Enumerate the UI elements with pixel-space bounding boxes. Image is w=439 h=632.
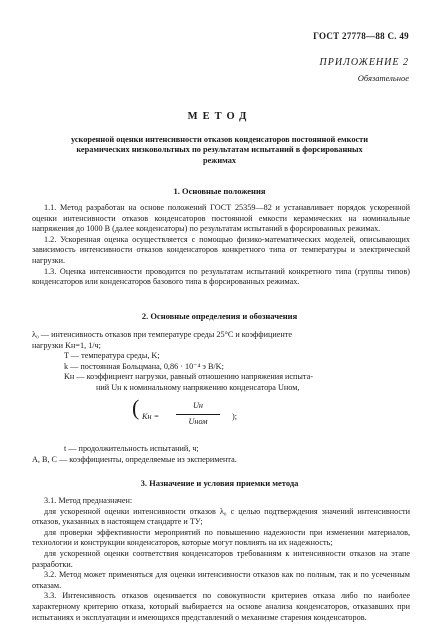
formula-denominator: Uном <box>188 416 208 426</box>
definitions-list-2 <box>32 444 410 465</box>
appendix-status: Обязательное <box>357 73 409 83</box>
appendix-label: ПРИЛОЖЕНИЕ 2 <box>319 57 409 68</box>
paragraph-1-1: 1.1. Метод разработан на основе положений ГОСТ 25359—82 и устанавливает порядок ускоренной оценки интенсивности отказов конденсаторов постоянной емкости керамических на номинальные напряжения до 1000 В (далее конденсаторы) по результатам испытаний в форсированных режимах. <box>32 203 410 234</box>
definition-boltzmann: k — постоянная Больцмана, 0,86 · 10⁻⁴ э В/K; <box>64 361 224 371</box>
paragraph-3-1-a: для ускоренной оценки интенсивности отказов λ₀ с целью подтверждения значений интенсивности отказов, указанных в настоящем стандарте и ТУ; <box>32 506 410 527</box>
formula-lhs: Kн = <box>142 412 160 421</box>
paragraph-3-1-b: для проверки эффективности мероприятий по повышению надежности при изменении материалов, технологии и конструкции конденсаторов, которые могут повлиять на их надежность; <box>32 527 410 548</box>
definitions-list <box>32 330 410 394</box>
section-1-heading: 1. Основные положения <box>173 186 266 196</box>
formula-open-paren: ( <box>132 395 140 420</box>
section-1-body <box>32 203 410 288</box>
load-coefficient-formula <box>132 395 292 435</box>
paragraph-1-2: 1.2. Ускоренная оценка осуществляется с помощью физико-математических моделей, описывающих зависимость интенсивности отказов конденсаторов конкретного типа от температуры и электрической нагрузки. <box>32 234 410 265</box>
definition-load-coefficient: Kн — коэффициент нагрузки, равный отношению напряжения испыта- <box>64 372 313 382</box>
paragraph-3-1: 3.1. Метод предназначен: <box>44 496 133 505</box>
formula-fraction <box>176 401 220 427</box>
document-title: МЕТОД <box>187 111 252 122</box>
paragraph-3-3: 3.3. Интенсивность отказов оценивается по совокупности критериев отказа либо по наиболее характерному критерию отказа, который выбирается на основе анализа конденсаторов, отказавших при испытаниях и эксплуатации и имеющихся представлений о механизме старения конденсаторов. <box>32 591 410 622</box>
paragraph-3-2: 3.2. Метод может применяться для оценки интенсивности отказов как по полным, так и по усеченным отказам. <box>32 570 410 590</box>
formula-close: ); <box>232 412 238 421</box>
paragraph-1-3: 1.3. Оценка интенсивности проводится по результатам испытаний конкретного типа (группы типов) конденсаторов или конденсаторов базового типа в форсированных режимах. <box>32 266 410 287</box>
definition-temperature: T — температура среды, K; <box>64 351 160 361</box>
definition-load-coefficient-cont: ний Uн к номинальному напряжению конденсатора Uном, <box>96 382 300 392</box>
definition-coefficients: A, B, C — коэффициенты, определяемые из эксперимента. <box>32 454 237 464</box>
section-3-heading: 3. Назначение и условия приемки метода <box>140 478 299 488</box>
page-header: ГОСТ 27778—88 С. 49 <box>313 31 409 41</box>
definition-time: t — продолжительность испытаний, ч; <box>64 444 199 453</box>
definition-lambda0-cont: нагрузки Kн=1, 1/ч; <box>32 340 101 350</box>
formula-numerator: Uн <box>193 401 203 410</box>
section-3-body <box>32 496 410 623</box>
section-2-heading: 2. Основные определения и обозначения <box>141 311 298 321</box>
formula-bar <box>176 414 220 415</box>
paragraph-3-1-c: для ускоренной оценки соответствия конденсаторов требованиям к интенсивности отказов на этапе разработки. <box>32 548 410 569</box>
definition-lambda0: λ₀ — интенсивность отказов при температуре среды 25°C и коэффициенте <box>32 330 292 339</box>
document-subtitle: ускоренной оценки интенсивности отказов конденсаторов постоянной емкости керамических низковольтных по результатам испытаний в форсированных режимах <box>70 135 369 165</box>
